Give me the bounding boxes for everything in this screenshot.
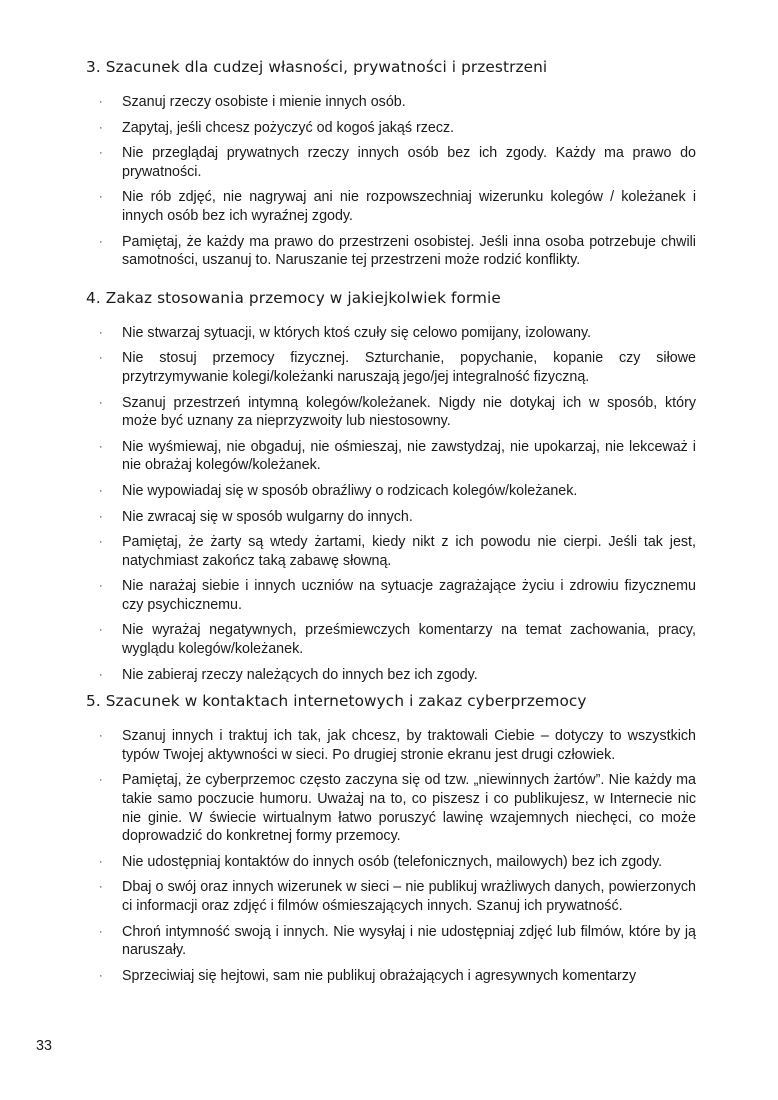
bullet-icon: · <box>99 440 103 453</box>
list-item <box>86 967 696 986</box>
list-item-text: Nie wypowiadaj się w sposób obraźliwy o rodzicach kolegów/koleżanek. <box>122 482 578 499</box>
list-item <box>86 119 696 138</box>
list-item-text: Nie rób zdjęć, nie nagrywaj ani nie rozpowszechniaj wizerunku kolegów / koleżanek i innych osób bez ich wyraźnej zgody. <box>122 189 696 224</box>
list-item-text: Sprzeciwiaj się hejtowi, sam nie publikuj obrażających i agresywnych komentarzy <box>122 967 637 984</box>
list-item-text: Nie wyrażaj negatywnych, prześmiewczych komentarzy na temat zachowania, pracy, wyglądu kolegów/koleżanek. <box>122 622 696 658</box>
section-heading: 3. Szacunek dla cudzej własności, prywatności i przestrzeni <box>86 58 548 76</box>
list-item-text: Nie narażaj siebie i innych uczniów na sytuacje zagrażające życiu i zdrowiu fizycznemu czy psychicznemu. <box>122 578 696 613</box>
bullet-icon: · <box>99 484 103 497</box>
bullet-icon: · <box>99 580 103 593</box>
list-item <box>86 144 696 181</box>
bullet-icon: · <box>99 881 103 894</box>
list-item <box>86 577 696 614</box>
list-item-text: Pamiętaj, że każdy ma prawo do przestrzeni osobistej. Jeśli inna osoba potrzebuje chwili samotności, uszanuj to. Naruszanie tej przestrzeni może rodzić konflikty. <box>122 233 696 269</box>
list-item <box>86 923 696 960</box>
list-item <box>86 324 696 343</box>
page-number: 33 <box>36 1038 52 1054</box>
list-item <box>86 482 696 501</box>
bullet-list <box>86 93 696 270</box>
section-heading: 5. Szacunek w kontaktach internetowych i zakaz cyberprzemocy <box>86 692 587 711</box>
section-5 <box>86 691 696 985</box>
list-item <box>86 533 696 570</box>
section-4 <box>86 288 696 685</box>
list-item <box>86 621 696 658</box>
section-3 <box>86 57 696 270</box>
bullet-icon: · <box>99 510 103 523</box>
bullet-icon: · <box>99 536 103 549</box>
list-item-text: Nie stwarzaj sytuacji, w których ktoś czuły się celowo pomijany, izolowany. <box>122 324 592 341</box>
list-item <box>86 394 696 431</box>
bullet-icon: · <box>99 668 103 681</box>
list-item <box>86 233 696 270</box>
bullet-icon: · <box>99 235 103 248</box>
bullet-icon: · <box>99 925 103 938</box>
list-item-text: Pamiętaj, że żarty są wtedy żartami, kiedy nikt z ich powodu nie cierpi. Jeśli tak jest, natychmiast zakończ taką zabawę słowną. <box>122 534 696 569</box>
section-heading: 4. Zakaz stosowania przemocy w jakiejkolwiek formie <box>86 288 501 307</box>
bullet-icon: · <box>99 96 103 108</box>
bullet-icon: · <box>99 774 103 787</box>
bullet-icon: · <box>99 352 103 365</box>
list-item <box>86 188 696 225</box>
bullet-icon: · <box>99 396 103 409</box>
list-item-text: Chroń intymność swoją i innych. Nie wysyłaj i nie udostępniaj zdjęć lub filmów, które by ją naruszały. <box>122 923 696 959</box>
bullet-list <box>86 324 696 685</box>
list-item <box>86 771 696 845</box>
list-item <box>86 727 696 764</box>
bullet-icon: · <box>99 730 103 743</box>
list-item <box>86 508 696 527</box>
bullet-list <box>86 727 696 985</box>
bullet-icon: · <box>99 326 103 339</box>
list-item-text: Nie zwracaj się w sposób wulgarny do innych. <box>122 508 413 525</box>
list-item-text: Nie wyśmiewaj, nie obgaduj, nie ośmieszaj, nie zawstydzaj, nie upokarzaj, nie lekceważ i nie obrażaj kolegów/koleżanek. <box>122 438 696 474</box>
list-item-text: Nie udostępniaj kontaktów do innych osób (telefonicznych, mailowych) bez ich zgody. <box>122 853 663 870</box>
list-item <box>86 438 696 475</box>
bullet-icon: · <box>99 969 103 982</box>
list-item-text: Szanuj innych i traktuj ich tak, jak chcesz, by traktowali Ciebie – dotyczy to wszystkich typów Twojej aktywności w sieci. Po drugiej stronie ekranu jest drugi człowiek. <box>122 728 696 763</box>
list-item-text: Nie zabieraj rzeczy należących do innych bez ich zgody. <box>122 666 478 683</box>
list-item-text: Nie przeglądaj prywatnych rzeczy innych osób bez ich zgody. Każdy ma prawo do prywatności. <box>122 145 696 180</box>
list-item <box>86 853 696 872</box>
list-item-text: Zapytaj, jeśli chcesz pożyczyć od kogoś jakąś rzecz. <box>122 119 455 136</box>
list-item-text: Dbaj o swój oraz innych wizerunek w sieci – nie publikuj wrażliwych danych, powierzonych ci informacji oraz zdjęć i filmów ośmieszających innych. Szanuj ich prywatność. <box>122 879 696 914</box>
list-item <box>86 349 696 386</box>
list-item-text: Pamiętaj, że cyberprzemoc często zaczyna się od tzw. „niewinnych żartów”. Nie każdy ma takie samo poczucie humoru. Uważaj na to, co piszesz i co publikujesz, w Internecie nic nie ginie. W świecie wirtualnym łatwo poruszyć lawinę wzajemnych niechęci, co może doprowadzić do konkretnej formy przemocy. <box>122 772 696 845</box>
document-body <box>86 57 696 992</box>
bullet-icon: · <box>99 855 103 868</box>
bullet-icon: · <box>99 624 103 637</box>
bullet-icon: · <box>99 147 103 160</box>
list-item-text: Szanuj rzeczy osobiste i mienie innych osób. <box>122 94 406 110</box>
bullet-icon: · <box>99 191 103 204</box>
list-item <box>86 93 696 112</box>
list-item-text: Szanuj przestrzeń intymną kolegów/koleżanek. Nigdy nie dotykaj ich w sposób, który może być uznany za nieprzyzwoity lub niestosowny. <box>122 394 696 430</box>
list-item <box>86 666 696 685</box>
bullet-icon: · <box>99 121 103 134</box>
list-item <box>86 878 696 915</box>
list-item-text: Nie stosuj przemocy fizycznej. Szturchanie, popychanie, kopanie czy siłowe przytrzymywanie kolegi/koleżanki naruszają jego/jej integralność fizyczną. <box>122 350 696 385</box>
